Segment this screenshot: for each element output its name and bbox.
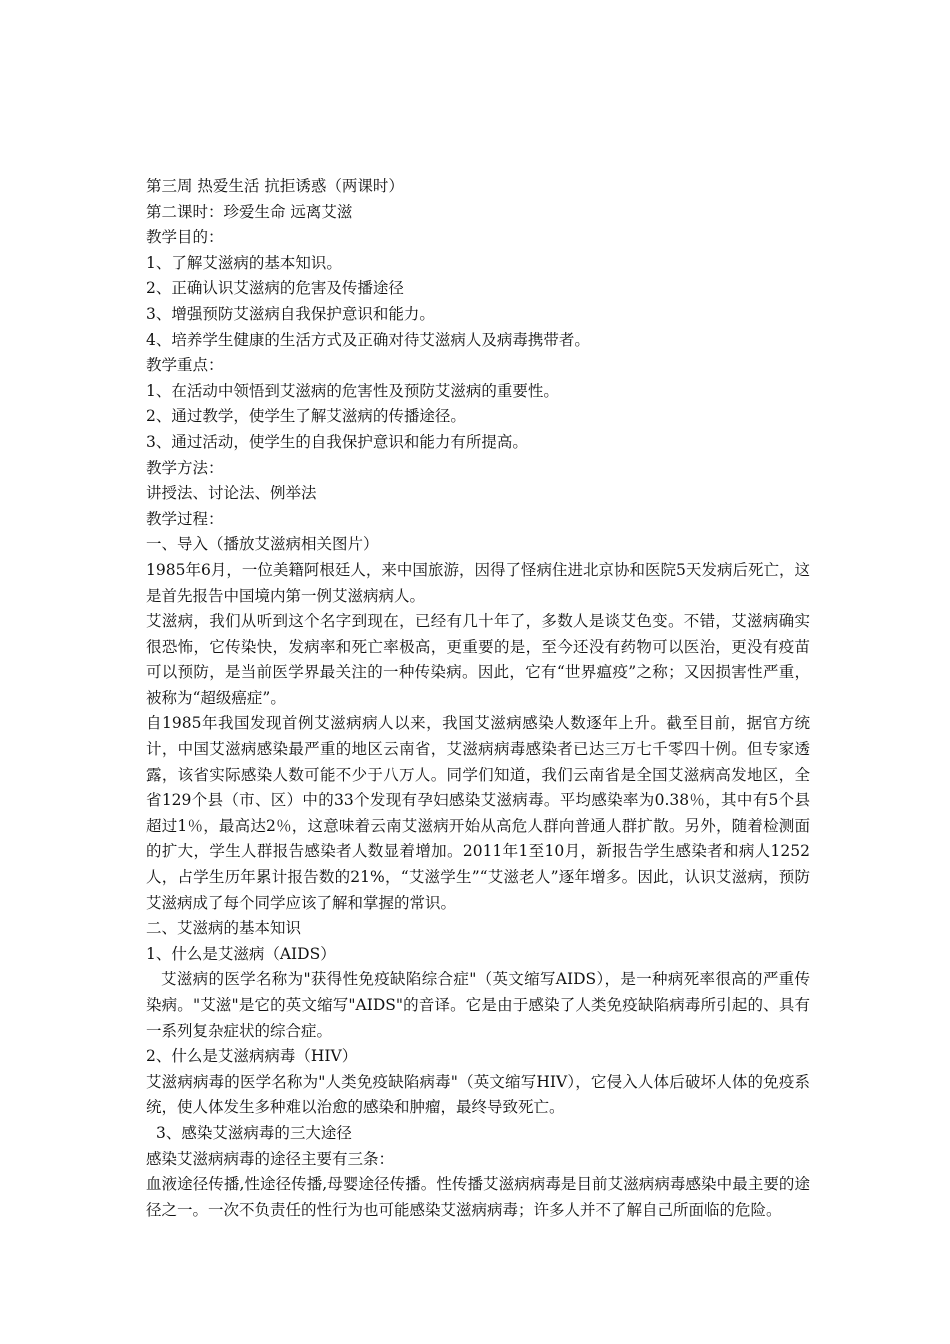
q3-intro: 感染艾滋病病毒的途径主要有三条：	[146, 1149, 395, 1168]
process-heading: 教学过程：	[146, 509, 224, 528]
section1-paragraph: 1985年6月，一位美籍阿根廷人，来中国旅游，因得了怪病住进北京协和医院5天发病后死亡，这是首先报告中国境内第一例艾滋病病人。	[146, 560, 810, 605]
objective-item: 1、了解艾滋病的基本知识。	[146, 253, 342, 272]
objective-item: 3、增强预防艾滋病自我保护意识和能力。	[146, 304, 435, 323]
methods-heading: 教学方法：	[146, 458, 224, 477]
q1-text: 艾滋病的医学名称为"获得性免疫缺陷综合症"（英文缩写AIDS），是一种病死率很高的严重传染病。"艾滋"是它的英文缩写"AIDS"的音译。它是由于感染了人类免疫缺陷病毒所引起的、具有一系列复杂症状的综合症。	[146, 970, 810, 1040]
q2-heading: 2、什么是艾滋病病毒（HIV）	[146, 1047, 358, 1066]
document-title: 第三周 热爱生活 抗拒诱惑（两课时）	[146, 177, 404, 195]
objectives-heading: 教学目的：	[146, 228, 224, 247]
q3-text: 血液途径传播,性途径传播,母婴途径传播。性传播艾滋病病毒是目前艾滋病病毒感染中最主要的途径之一。一次不负责任的性行为也可能感染艾滋病病毒；许多人并不了解自己所面临的危险。	[146, 1175, 810, 1219]
objective-item: 4、培养学生健康的生活方式及正确对待艾滋病人及病毒携带者。	[146, 330, 590, 349]
key-point-item: 2、通过教学，使学生了解艾滋病的传播途径。	[146, 407, 466, 426]
key-point-item: 1、在活动中领悟到艾滋病的危害性及预防艾滋病的重要性。	[146, 381, 559, 400]
key-point-item: 3、通过活动，使学生的自我保护意识和能力有所提高。	[146, 432, 528, 451]
section1-heading: 一、导入（播放艾滋病相关图片）	[146, 535, 379, 554]
section1-paragraph: 自1985年我国发现首例艾滋病病人以来，我国艾滋病感染人数逐年上升。截至目前，据官方统计，中国艾滋病感染最严重的地区云南省，艾滋病病毒感染者已达三万七千零四十例。但专家透露，该省实际感染人数可能不少于八万人。同学们知道，我们云南省是全国艾滋病高发地区，全省129个县（市、区）中的33个发现有孕妇感染艾滋病毒。平均感染率为0.38％，其中有5个县超过1％，最高达2％，这意味着云南艾滋病开始从高危人群向普通人群扩散。另外，随着检测面的扩大，学生人群报告感染者人数显着增加。2011年1至10月，新报告学生感染者和病人1252人，占学生历年累计报告数的21%，“艾滋学生”“艾滋老人”逐年增多。因此，认识艾滋病，预防艾滋病成了每个同学应该了解和掌握的常识。	[146, 714, 810, 912]
document-body	[146, 174, 810, 1223]
methods-text: 讲授法、讨论法、例举法	[146, 484, 317, 503]
objective-item: 2、正确认识艾滋病的危害及传播途径	[146, 279, 404, 298]
q2-text: 艾滋病病毒的医学名称为"人类免疫缺陷病毒"（英文缩写HIV），它侵入人体后破坏人体的免疫系统，使人体发生多种难以治愈的感染和肿瘤，最终导致死亡。	[146, 1072, 810, 1117]
q1-heading: 1、什么是艾滋病（AIDS）	[146, 944, 336, 963]
section2-heading: 二、艾滋病的基本知识	[146, 919, 302, 938]
section1-paragraph: 艾滋病，我们从听到这个名字到现在，已经有几十年了，多数人是谈艾色变。不错，艾滋病确实很恐怖，它传染快，发病率和死亡率极高，更重要的是，至今还没有药物可以医治，更没有疫苗可以预防，是当前医学界最关注的一种传染病。因此，它有“世界瘟疫”之称；又因损害性严重，被称为“超级癌症”。	[146, 612, 810, 707]
q3-heading: 3、感染艾滋病毒的三大途径	[156, 1123, 352, 1142]
key-points-heading: 教学重点：	[146, 356, 224, 375]
lesson-title: 第二课时：珍爱生命 远离艾滋	[146, 202, 353, 221]
